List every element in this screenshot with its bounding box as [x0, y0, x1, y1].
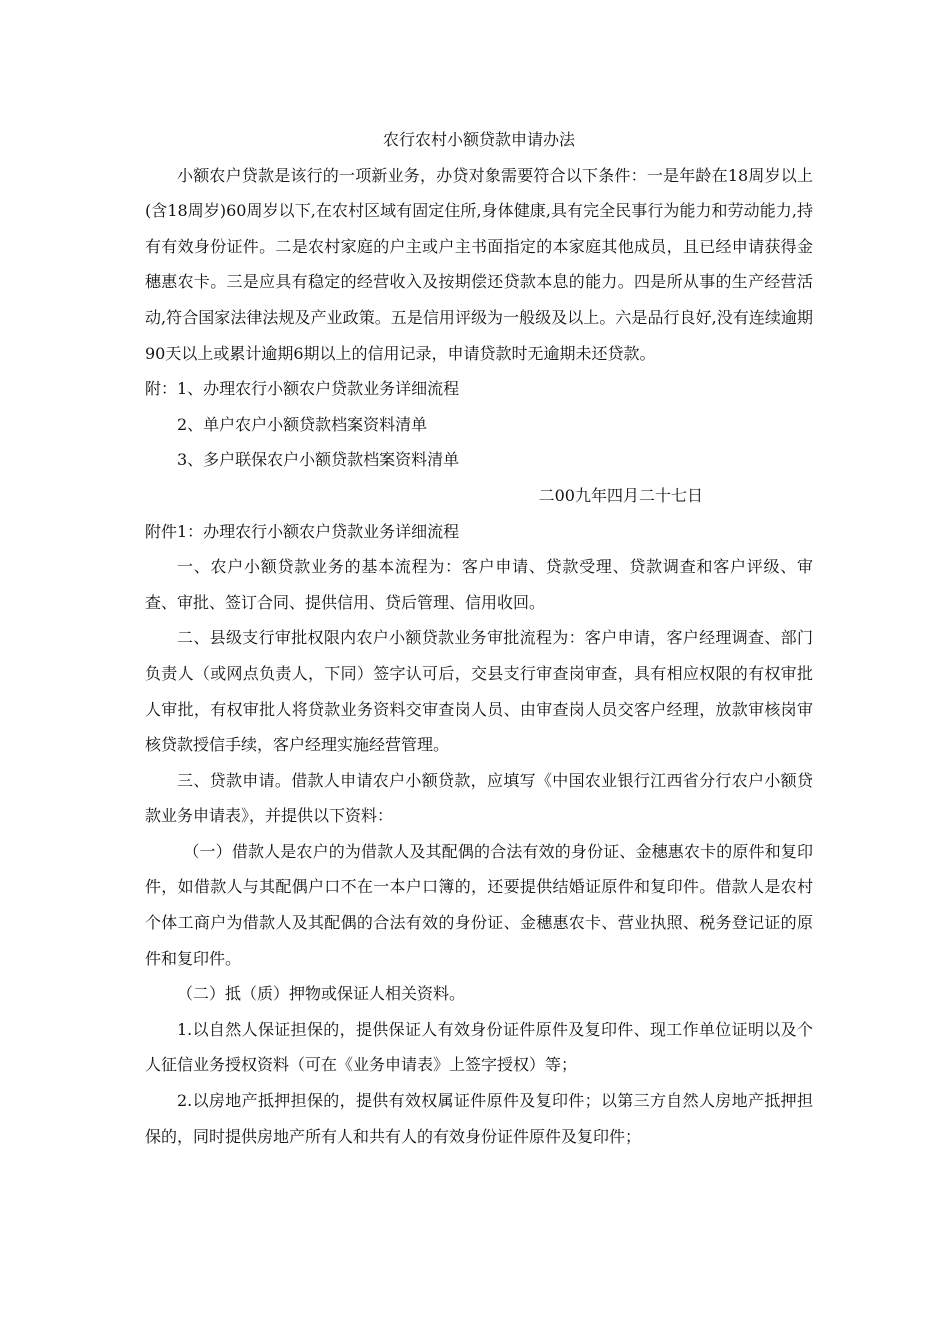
section-3-item-2-2: 2.以房地产抵押担保的，提供有效权属证件原件及复印件；以第三方自然人房地产抵押担保的，同时提供房地产所有人和共有人的有效身份证件原件及复印件；	[145, 1091, 813, 1146]
section-3-item-1: （一）借款人是农户的为借款人及其配偶的合法有效的身份证、金穗惠农卡的原件和复印件，如借款人与其配偶户口不在一本户口簿的，还要提供结婚证原件和复印件。借款人是农村个体工商户为借款人及其配偶的合法有效的身份证、金穗惠农卡、营业执照、税务登记证的原件和复印件。	[145, 841, 813, 968]
section-1-paragraph: 一、农户小额贷款业务的基本流程为：客户申请、贷款受理、贷款调查和客户评级、审查、审批、签订合同、提供信用、贷后管理、信用收回。	[145, 557, 813, 612]
section-3-paragraph: 三、贷款申请。借款人申请农户小额贷款，应填写《中国农业银行江西省分行农户小额贷款业务申请表》，并提供以下资料：	[145, 770, 813, 826]
document-date: 二00九年四月二十七日	[538, 485, 703, 505]
document-title: 农行农村小额贷款申请办法	[382, 130, 575, 149]
section-3-item-2: （二）抵（质）押物或保证人相关资料。	[177, 984, 466, 1004]
section-3-item-2-1: 1.以自然人保证担保的，提供保证人有效身份证件原件及复印件、现工作单位证明以及个人征信业务授权资料（可在《业务申请表》上签字授权）等；	[145, 1019, 813, 1075]
attachment-item-2: 2、单户农户小额贷款档案资料清单	[177, 414, 428, 434]
section-2-paragraph: 二、县级支行审批权限内农户小额贷款业务审批流程为：客户申请，客户经理调查、部门负责人（或网点负责人，下同）签字认可后，交县支行审查岗审查，具有相应权限的有权审批人审批，有权审批人将贷款业务资料交审查岗人员、由审查岗人员交客户经理，放款审核岗审核贷款授信手续，客户经理实施经营管理。	[145, 628, 813, 755]
intro-paragraph: 小额农户贷款是该行的一项新业务，办贷对象需要符合以下条件：一是年龄在18周岁以上(含18周岁)60周岁以下,在农村区域有固定住所,身体健康,具有完全民事行为能力和劳动能力,持有有效身份证件。二是农村家庭的户主或户主书面指定的本家庭其他成员，且已经申请获得金穗惠农卡。三是应具有稳定的经营收入及按期偿还贷款本息的能力。四是所从事的生产经营活动,符合国家法律法规及产业政策。五是信用评级为一般级及以上。六是品行良好,没有连续逾期90天以上或累计逾期6期以上的信用记录，申请贷款时无逾期未还贷款。	[145, 165, 813, 363]
document-page	[145, 122, 813, 1154]
attachment-item-1: 附：1、办理农行小额农户贷款业务详细流程	[145, 379, 460, 399]
annex-1-title: 附件1：办理农行小额农户贷款业务详细流程	[145, 521, 460, 541]
attachment-item-3: 3、多户联保农户小额贷款档案资料清单	[177, 450, 460, 470]
